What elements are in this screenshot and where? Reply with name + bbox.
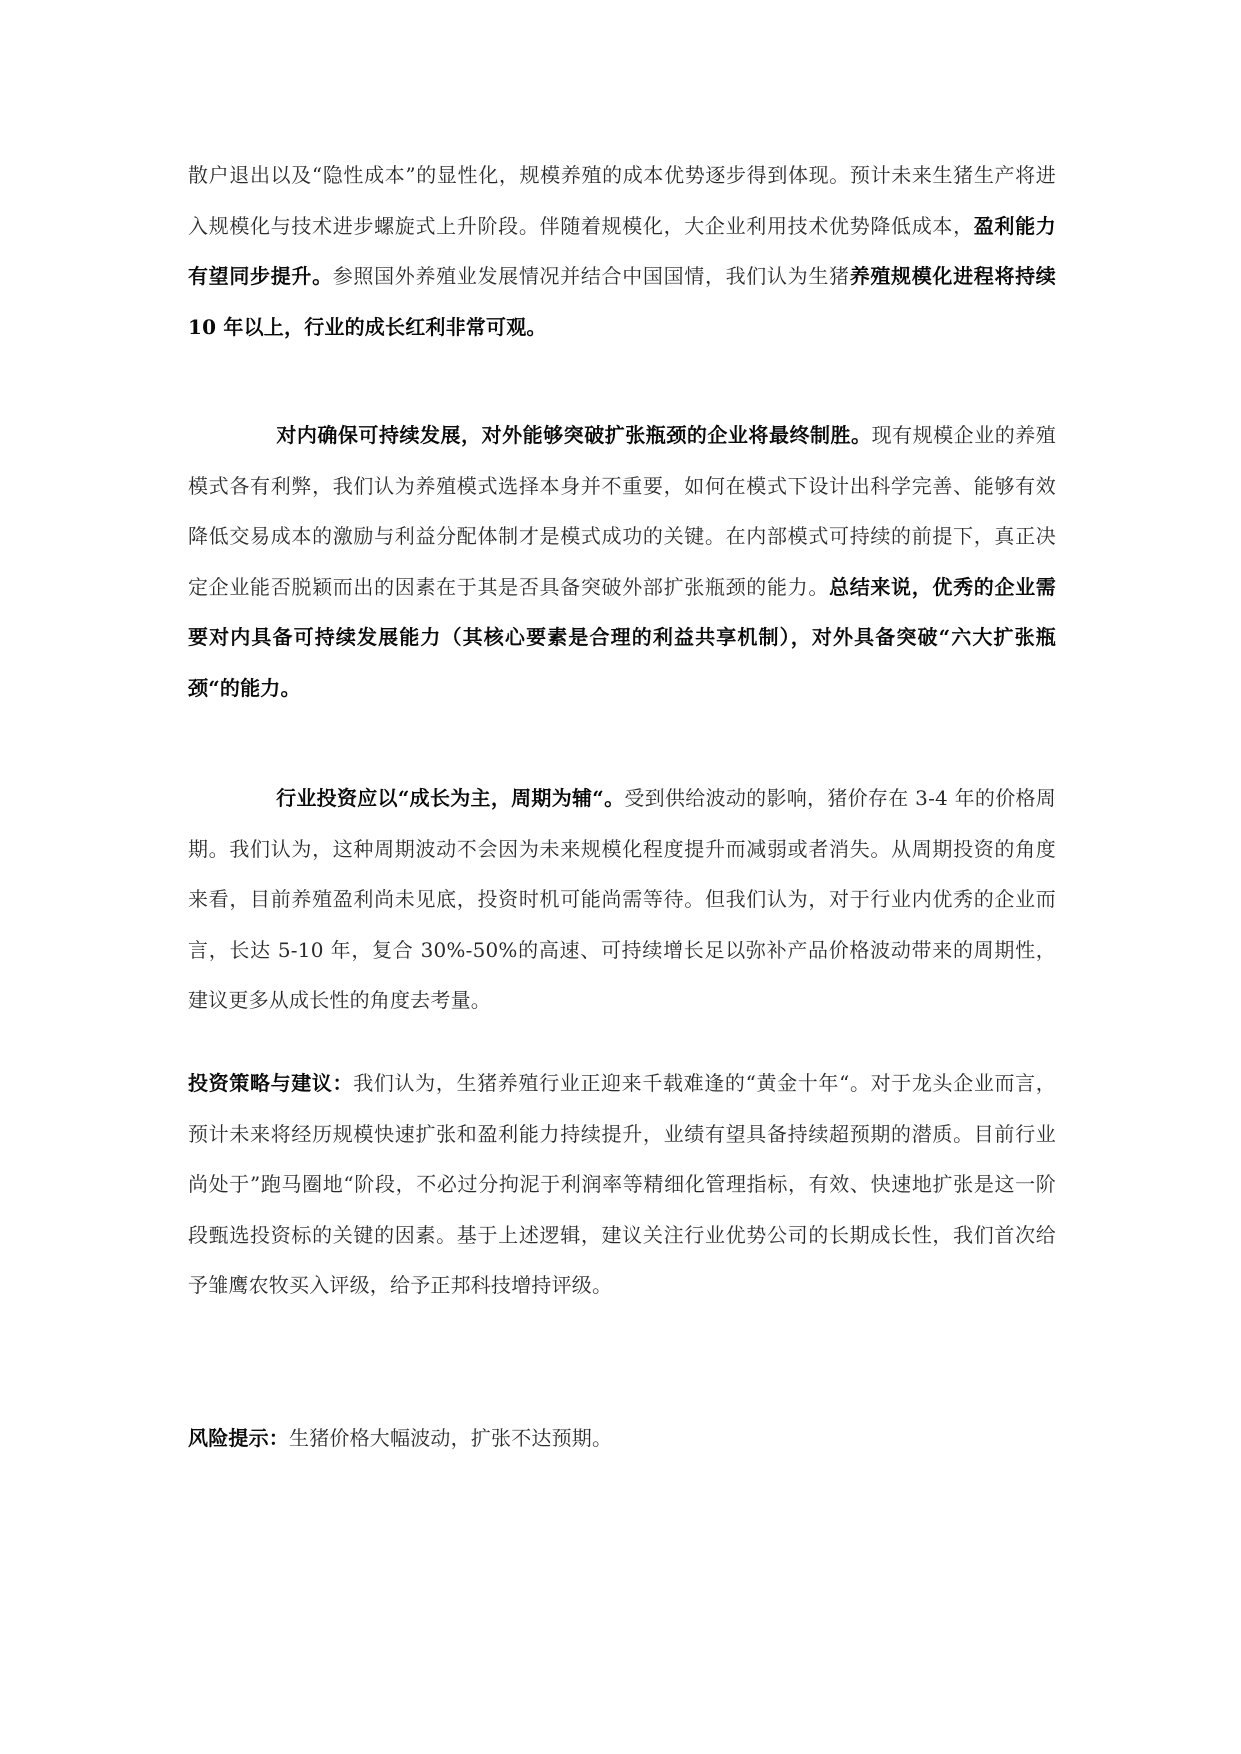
- text-run-bold: 行业投资应以“成长为主，周期为辅“。: [276, 786, 625, 810]
- text-run-bold: 投资策略与建议：: [188, 1071, 354, 1095]
- paragraph-scale-advantage: [188, 150, 1056, 352]
- text-run: 我们认为，生猪养殖行业正迎来千载难逢的“黄金十年“。对于龙头企业而言，预计未来将经历规模快速扩张和盈利能力持续提升，业绩有望具备持续超预期的潜质。目前行业尚处于”跑马圈地“阶段，不必过分拘泥于利润率等精细化管理指标，有效、快速地扩张是这一阶段甄选投资标的关键的因素。基于上述逻辑，建议关注行业优势公司的长期成长性，我们首次给予雏鹰农牧买入评级，给予正邦科技增持评级。: [188, 1071, 1056, 1297]
- text-run: 生猪价格大幅波动，扩张不达预期。: [289, 1426, 613, 1450]
- paragraph-risk-notice: [188, 1413, 1056, 1464]
- text-run: 参照国外养殖业发展情况并结合中国国情，我们认为生猪: [332, 264, 850, 288]
- text-run-bold: 养殖规模化进程将持续 10 年以上，行业的成长红利非常可观。: [188, 264, 1057, 339]
- paragraph-investment-strategy: [188, 1058, 1056, 1311]
- text-run: 散户退出以及“隐性成本”的显性化，规模养殖的成本优势逐步得到体现。预计未来生猪生产将进入规模化与技术进步螺旋式上升阶段。伴随着规模化，大企业利用技术优势降低成本，: [188, 163, 1056, 238]
- text-run-bold: 总结来说，优秀的企业需要对内具备可持续发展能力（其核心要素是合理的利益共享机制），对外具备突破“六大扩张瓶颈“的能力。: [188, 574, 1056, 700]
- text-run-bold: 风险提示：: [188, 1426, 289, 1450]
- text-run: 现有规模企业的养殖模式各有利弊，我们认为养殖模式选择本身并不重要，如何在模式下设计出科学完善、能够有效降低交易成本的激励与利益分配体制才是模式成功的关键。在内部模式可持续的前提下，真正决定企业能否脱颖而出的因素在于其是否具备突破外部扩张瓶颈的能力。: [188, 423, 1056, 599]
- text-run-bold: 对内确保可持续发展，对外能够突破扩张瓶颈的企业将最终制胜。: [276, 423, 872, 447]
- paragraph-sustainable-development: [188, 410, 1056, 713]
- text-run-bold: 盈利能力有望同步提升。: [188, 213, 1056, 288]
- paragraph-investment-cycle: [188, 773, 1056, 1026]
- text-run: 受到供给波动的影响，猪价存在 3-4 年的价格周期。我们认为，这种周期波动不会因为未来规模化程度提升而减弱或者消失。从周期投资的角度来看，目前养殖盈利尚未见底，投资时机可能尚需等待。但我们认为，对于行业内优秀的企业而言，长达 5-10 年，复合 30%-50%的高速、可持续增长足以弥补产品价格波动带来的周期性，建议更多从成长性的角度去考量。: [188, 786, 1056, 1012]
